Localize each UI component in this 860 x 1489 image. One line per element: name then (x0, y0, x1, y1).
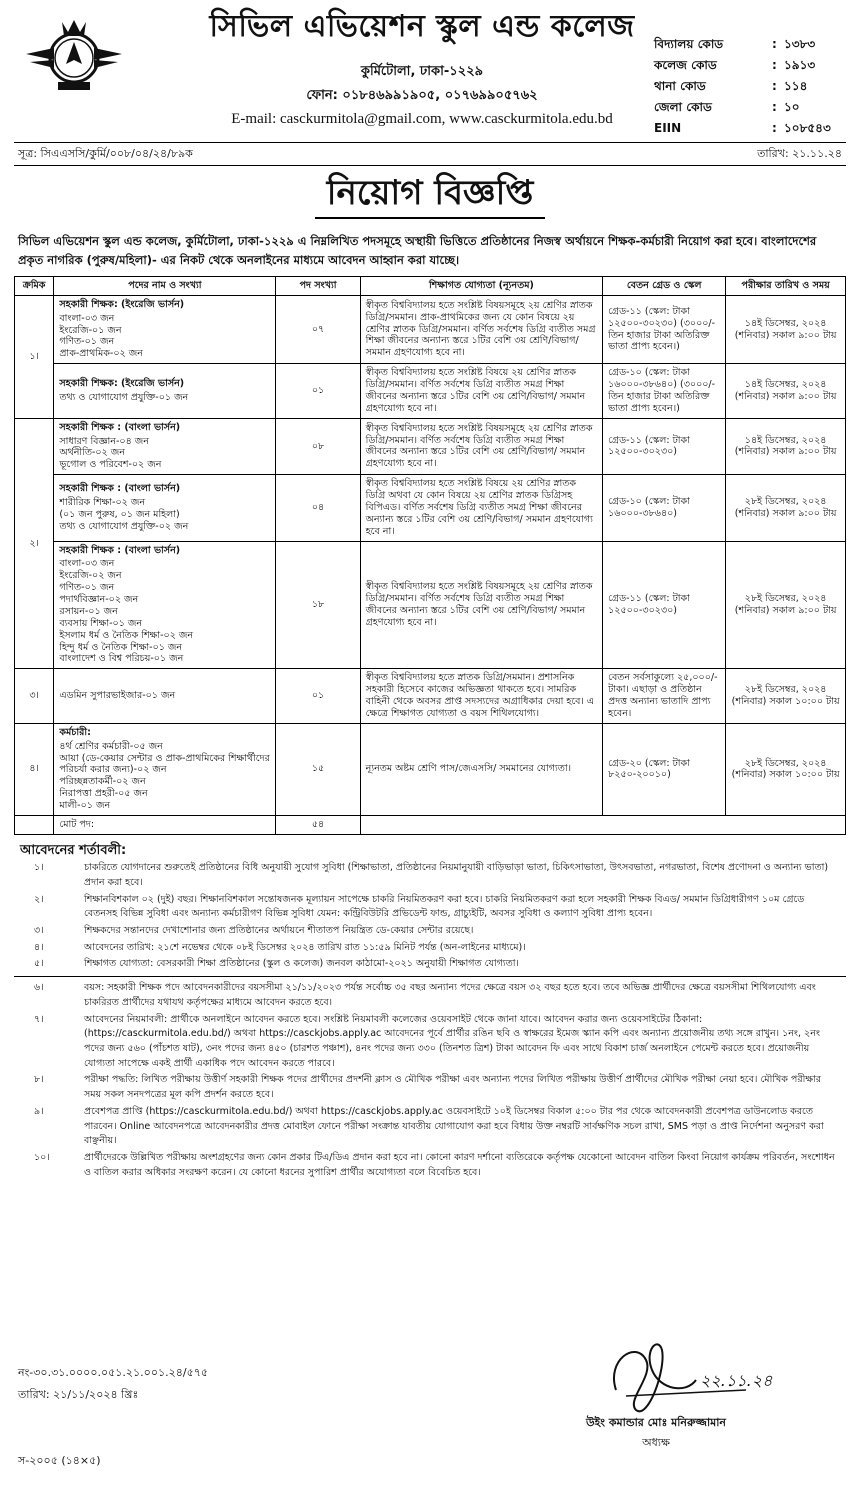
grade-cell: গ্রেড-২০ (স্কেল: টাকা ৮২৫০-২০০১০) (603, 723, 726, 815)
post-line: বাংলা-০৩ জন (59, 558, 115, 570)
col-header-qualification: শিক্ষাগত যোগ্যতা (ন্যূনতম) (360, 276, 602, 295)
grade-cell: গ্রেড-১১ (স্কেল: টাকা ১২৫০০-৩০২৩০) (603, 541, 726, 669)
condition-text: আবেদনের নিয়মাবলী: প্রার্থীকে অনলাইনে আবেদন করতে হবে। সংশ্লিষ্ট নিয়মাবলী কলেজের ওয়েবসাইট থেকে জানা যাবে। আবেদন করার জন্য ওয়েবসাইটের ঠিকানা: (https://casckurmitola.edu.bd/) অথবা https://casckjobs.apply.ac আবেদনের পূর্বে প্রার্থীর রঙিন ছবি ও স্বাক্ষরের ইমেজ স্ক্যান কপি এবং অন্যান্য প্রয়োজনীয় তথ্য সঙ্গে রাখুন। ১নং, ২নং পদের জন্য ৫৬০ (পাঁচশত ষাট), ৩নং পদের জন্য ৪৫০ (চারশত পঞ্চাশ), ৪নং পদের জন্য ৩৩০ (তিনশত ত্রিশ) টাকা আবেদন ফি এবং সাথে বিকাশ চার্জ অনলাইনে পেমেন্ট করতে হবে। প্রয়োজনীয় যোগ্যতা সাপেক্ষে একই প্রার্থী একাধিক পদে আবেদন করতে পারবে। (84, 1013, 820, 1069)
table-row (15, 418, 846, 475)
qualification-cell: স্বীকৃত বিশ্ববিদ্যালয় হতে সংশ্লিষ্ট বিষয়সমূহে ২য় শ্রেণির স্নাতক ডিগ্রি/সমমান। বর্ণিত সর্বশেষ ডিগ্রি ব্যতীত সমগ্র শিক্ষা জীবনের অন্যান্য স্তরে ১টির বেশি ৩য় শ্রেণি/বিভাগ/ সমমান গ্রহণযোগ্য হবে না। (360, 541, 602, 669)
serial-cell: ৪। (15, 723, 54, 815)
condition-number: ৫। (34, 958, 44, 970)
total-row (15, 815, 846, 834)
qualification-cell: স্বীকৃত বিশ্ববিদ্যালয় হতে সংশ্লিষ্ট বিষয়সমূহে ২য় শ্রেণির স্নাতক ডিগ্রি/সমমান। বর্ণিত সর্বশেষ ডিগ্রি ব্যতীত সমগ্র শিক্ষা জীবনের অন্যান্য স্তরে ১টির বেশি ৩য় শ্রেণি/বিভাগ/ সমমান গ্রহণযোগ্য হবে না। (360, 418, 602, 475)
post-line: ৪র্থ শ্রেণির কর্মচারী-০৫ জন (59, 740, 163, 752)
count-cell: ০৭ (276, 295, 360, 363)
signature-block (526, 1330, 786, 1489)
post-cell (54, 364, 276, 419)
post-line: মালী-০১ জন (59, 800, 111, 812)
condition-number: ৯। (34, 1105, 44, 1117)
code-label: থানা কোড (654, 79, 706, 93)
grade-cell: গ্রেড-১০ (স্কেল: টাকা ১৬০০০-৩৮৬৪০) (৩০০০/- তিন হাজার টাকা অতিরিক্ত ভাতা প্রাপ্য হবেন।) (603, 364, 726, 419)
condition-text: শিক্ষানবিশকাল ০২ (দুই) বছর। শিক্ষানবিশকাল সন্তোষজনক মূল্যায়ন সাপেক্ষে চাকরি নিয়মিতকরণ করা হবে। চাকরি নিয়মিতকরণ করা হলে সহকারী শিক্ষক বিএড/ সমমান ডিগ্রিধারীগণ ১০ম গ্রেডে বেতনসহ বিভিন্ন সুবিধা এবং অন্যান্য কর্মচারীগণ বিভিন্ন সুবিধা যেমন: কন্ট্রিবিউটরি প্রভিডেন্ট ফান্ড, গ্রাচ্যুইটি, অবসর সুবিধা ও কল্যাণ সুবিধা প্রাপ্য হবেন। (84, 893, 805, 920)
post-line: পরিচ্ছন্নতাকর্মী-০২ জন (59, 776, 146, 788)
condition-item (14, 1073, 846, 1102)
condition-item (14, 861, 846, 890)
qualification-cell: স্বীকৃত বিশ্ববিদ্যালয় হতে সংশ্লিষ্ট বিষয়ে ২য় শ্রেণির স্নাতক ডিগ্রি/সমমান। বর্ণিত সর্বশেষ ডিগ্রি ব্যতীত সমগ্র শিক্ষা জীবনের অন্যান্য স্তরে ১টির বেশি ৩য় শ্রেণি/বিভাগ/ সমমান গ্রহণযোগ্য হবে না। (360, 364, 602, 419)
post-line: পদার্থবিজ্ঞান-০২ জন (59, 594, 139, 606)
posts-table (14, 276, 846, 835)
condition-text: শিক্ষাগত যোগ্যতা: বেসরকারী শিক্ষা প্রতিষ্ঠানের (স্কুল ও কলেজ) জনবল কাঠামো-২০২১ অনুযায়ী শিক্ষাগত যোগ্যতা। (84, 958, 519, 970)
col-header-count: পদ সংখ্যা (276, 276, 360, 295)
table-row (15, 541, 846, 669)
post-line: শারীরিক শিক্ষা-০২ জন (59, 497, 146, 508)
post-title: সহকারী শিক্ষক : (বাংলা ভার্সন) (59, 483, 181, 495)
exam-date-cell: ২৮ই ডিসেম্বর, ২০২৪ (শনিবার) সকাল ১০:০০ টায় (726, 723, 846, 815)
post-line: ভূগোল ও পরিবেশ-০২ জন (59, 459, 162, 471)
conditions-title: আবেদনের শর্তাবলী: (20, 842, 127, 858)
grade-cell: গ্রেড-১০ (স্কেল: টাকা ১৬০০০-৩৮৬৪০) (603, 475, 726, 541)
print-reference: স-২০০৫ (১৪×৫) (18, 1454, 101, 1467)
code-value: ১৯১৩ (784, 58, 816, 72)
code-row: কলেজ কোড : ১৯১৩ (654, 55, 860, 76)
exam-date-cell: ১৪ই ডিসেম্বর, ২০২৪ (শনিবার) সকাল ৯:০০ টায় (726, 418, 846, 475)
serial-cell: ২। (15, 418, 54, 669)
condition-number: ৩। (34, 924, 44, 936)
condition-item (14, 1013, 846, 1072)
post-line: ব্যবসায় শিক্ষা-০১ জন (59, 617, 143, 629)
post-cell (54, 418, 276, 475)
count-cell: ১৫ (276, 723, 360, 815)
post-line: নিরাপত্তা প্রহরী-০৫ জন (59, 788, 148, 800)
post-cell (54, 475, 276, 541)
qualification-cell: ন্যূনতম অষ্টম শ্রেণি পাস/জেএসসি/ সমমানের যোগ্যতা। (360, 723, 602, 815)
footer (14, 1366, 846, 1486)
condition-number: ৬। (34, 982, 44, 994)
serial-cell: ৩। (15, 669, 54, 724)
issue-date: তারিখ: ২১.১১.২৪ (757, 147, 842, 161)
code-label: বিদ্যালয় কোড (654, 37, 724, 51)
table-row (15, 475, 846, 541)
post-cell (54, 295, 276, 363)
condition-item (14, 957, 846, 972)
qualification-cell: স্বীকৃত বিশ্ববিদ্যালয় হতে সংশ্লিষ্ট বিষয়সমূহে ২য় শ্রেণির স্নাতক ডিগ্রি/সমমান। প্রাক-প্রাথমিকের জন্য যে কোন বিষয়ে ২য় শ্রেণির স্নাতক ডিগ্রি/সমমান। বর্ণিত সর্বশেষ ডিগ্রি ব্যতীত সমগ্র শিক্ষা জীবনের অন্যান্য স্তরে ১টির বেশি ৩য় শ্রেণি/বিভাগ/ সমমান গ্রহণযোগ্য হবে না। (360, 295, 602, 363)
condition-item (14, 893, 846, 922)
notice-title: নিয়োগ বিজ্ঞপ্তি (315, 172, 546, 219)
condition-number: ৭। (34, 1013, 44, 1025)
qualification-cell: স্বীকৃত বিশ্ববিদ্যালয় হতে স্নাতক ডিগ্রি/সমমান। প্রশাসনিক সহকারী হিসেবে কাজের অভিজ্ঞতা থাকতে হবে। সামরিক বাহিনী থেকে অবসর প্রাপ্ত সদস্যদের অগ্রাধিকার দেয়া হবে। এ ক্ষেত্রে শিক্ষাগত যোগ্যতা ও বয়স শিথিলযোগ্য। (360, 669, 602, 724)
school-email: E-mail: casckurmitola@gmail.com, www.casckurmitola.edu.bd (231, 111, 613, 127)
post-line: তথ্য ও যোগাযোগ প্রযুক্তি-০২ জন (59, 520, 189, 532)
post-line: ইংরেজি-০২ জন (59, 570, 122, 582)
school-logo-icon (24, 14, 124, 104)
condition-item (14, 924, 846, 939)
count-cell: ০১ (276, 669, 360, 724)
post-title: সহকারী শিক্ষক : (বাংলা ভার্সন) (59, 421, 181, 433)
code-row: জেলা কোড : ১০ (654, 97, 860, 118)
post-line: অর্থনীতি-০২ জন (59, 447, 125, 459)
table-row (15, 295, 846, 363)
school-phone: ফোন: ০১৮৪৬৯৯১৯০৫, ০১৭৬৯৯০৫৭৬২ (306, 88, 538, 103)
exam-date-cell: ২৮ই ডিসেম্বর, ২০২৪ (শনিবার) সকাল ৯:০০ টায় (726, 475, 846, 541)
condition-text: প্রার্থীদেরকে উল্লিখিত পরীক্ষায় অংশগ্রহণের জন্য কোন প্রকার টিএ/ডিএ প্রদান করা হবে না। কোনো কারণ দর্শানো ব্যতিরেকে কর্তৃপক্ষ যেকোনো আবেদন বাতিল কিংবা নিয়োগ কার্যক্রম পরিবর্তন, সংশোধন ও বাতিল করার অধিকার সংরক্ষণ করেন। যে কোনো ধরনের সুপারিশ প্রার্থীর অযোগ্যতা বলে বিবেচিত হবে। (84, 1152, 835, 1178)
signatory-title: অধ্যক্ষ (642, 1436, 670, 1449)
condition-number: ২। (34, 893, 44, 905)
total-label: মোট পদ: (54, 815, 276, 834)
memo-date: তারিখ: ২১/১১/২০২৪ খ্রিঃ (18, 1388, 139, 1401)
condition-text: চাকরিতে যোগদানের শুরুতেই প্রতিষ্ঠানের বিধি অনুযায়ী সুযোগ সুবিধা (শিক্ষাভাতা, প্রতিষ্ঠানের নিয়মানুযায়ী বাড়িভাড়া ভাতা, চিকিৎসাভাতা, উৎসবভাতা, নগরভাতা, বিশেষ প্রণোদনা ও অন্যান্য ভাতা) প্রদান করা হবে। (84, 862, 829, 888)
post-cell (54, 723, 276, 815)
post-line: সাধারণ বিজ্ঞান-০৪ জন (59, 435, 149, 447)
post-title: সহকারী শিক্ষক: (ইংরেজি ভার্সন) (59, 378, 185, 390)
condition-number: ১০। (34, 1152, 50, 1163)
condition-number: ১। (34, 862, 44, 874)
condition-text: পরীক্ষা পদ্ধতি: লিখিত পরীক্ষায় উত্তীর্ণ সহকারী শিক্ষক পদের প্রার্থীদের প্রদর্শনী ক্লাস ও মৌখিক পরীক্ষা এবং অন্যান্য পদের লিখিত পরীক্ষায় উত্তীর্ণ প্রার্থীদের মৌখিক পরীক্ষা নেয়া হবে। মৌখিক পরীক্ষার সময় সকল সনদপত্রের মূল কপি প্রদর্শন করতে হবে। (84, 1074, 821, 1101)
condition-item (14, 1151, 846, 1180)
code-value: ১০৮৫৪৩ (784, 121, 831, 135)
col-header-exam-date: পরীক্ষার তারিখ ও সময় (726, 276, 846, 295)
qualification-cell: স্বীকৃত বিশ্ববিদ্যালয় হতে সংশ্লিষ্ট বিষয়ে ২য় শ্রেণির স্নাতক ডিগ্রি অথবা যে কোন বিষয়ে ২য় শ্রেণির স্নাতক ডিগ্রিসহ বিপিএড। বর্ণিত সর্বশেষ ডিগ্রি ব্যতীত সমগ্র শিক্ষা জীবনের অন্যান্য স্তরে ১টির বেশি ৩য় শ্রেণি/বিভাগ/ সমমান গ্রহণযোগ্য হবে না। (360, 475, 602, 541)
exam-date-cell: ২৮ই ডিসেম্বর, ২০২৪ (শনিবার) সকাল ১০:০০ টায় (726, 669, 846, 724)
reference-row (14, 142, 846, 166)
condition-number: ৪। (34, 941, 44, 953)
code-label: EIIN (654, 121, 682, 135)
post-line: গণিত-০১ জন (59, 582, 115, 594)
signatory-name: উইং কমান্ডার মোঃ মনিরুজ্জামান (585, 1416, 726, 1429)
code-row: বিদ্যালয় কোড : ১৩৮৩ (654, 34, 860, 55)
condition-text: বয়স: সহকারী শিক্ষক পদে আবেদনকারীদের বয়সসীমা ২১/১১/২০২৩ পর্যন্ত সর্বোচ্চ ৩৫ বছর অন্যান্য পদের ক্ষেত্রে বয়স ৩২ বছর হতে হবে। তবে অভিজ্ঞ প্রার্থীদের ক্ষেত্রে বয়সসীমা শিথিলযোগ্য এবং চাকরিরত প্রার্থীদের যথাযথ কর্তৃপক্ষের মাধ্যমে আবেদন করতে হবে। (84, 982, 816, 1008)
school-name: সিভিল এভিয়েশন স্কুল এন্ড কলেজ (209, 9, 635, 44)
post-cell (54, 669, 276, 724)
code-row: EIIN : ১০৮৫৪৩ (654, 118, 860, 139)
exam-date-cell: ১৪ই ডিসেম্বর, ২০২৪ (শনিবার) সকাল ৯:০০ টায় (726, 364, 846, 419)
condition-item (14, 941, 846, 956)
post-line: গণিত-০১ জন (59, 336, 115, 348)
code-row: থানা কোড : ১১৪ (654, 76, 860, 97)
condition-number: ৮। (34, 1074, 44, 1086)
condition-text: আবেদনের তারিখ: ২১শে নভেম্বর থেকে ০৮ই ডিসেম্বর ২০২৪ তারিখ রাত ১১:৫৯ মিনিট পর্যন্ত (অন-লাইনের মাধ্যমে)। (84, 941, 526, 953)
post-cell (54, 541, 276, 669)
post-line: রসায়ন-০১ জন (59, 605, 118, 617)
total-value: ৫৪ (276, 815, 360, 834)
post-line: তথ্য ও যোগাযোগ প্রযুক্তি-০১ জন (59, 391, 189, 403)
post-line: আয়া (ডে-কেয়ার সেন্টার ও প্রাক-প্রাথমিকের শিক্ষার্থীদের পরিচর্যা করার জন্য)-০২ জন (59, 752, 270, 776)
title-wrap (14, 172, 846, 228)
memo-number: নং-৩০.৩১.০০০০.০৫১.২১.০০১.২৪/৫৭৫ (18, 1366, 209, 1379)
post-line: ইসলাম ধর্ম ও নৈতিক শিক্ষা-০২ জন (59, 629, 194, 641)
serial-cell: ১। (15, 295, 54, 418)
table-row (15, 669, 846, 724)
post-line: বাংলা-০৩ জন (59, 312, 115, 324)
code-label: জেলা কোড (654, 100, 712, 114)
code-value: ১৩৮৩ (784, 37, 816, 51)
post-title: কর্মচারী: (59, 726, 91, 738)
count-cell: ০১ (276, 364, 360, 419)
exam-date-cell: ১৪ই ডিসেম্বর, ২০২৪ (শনিবার) সকাল ৯:০০ টায় (726, 295, 846, 363)
code-value: ১০ (784, 100, 800, 114)
exam-date-cell: ২৮ই ডিসেম্বর, ২০২৪ (শনিবার) সকাল ৯:০০ টায় (726, 541, 846, 669)
count-cell: ০৮ (276, 418, 360, 475)
condition-text: প্রবেশপত্র প্রাপ্তি (https://casckurmitola.edu.bd/) অথবা https://casckjobs.apply.ac ওয়েবসাইটে ১০ই ডিসেম্বর বিকাল ৫:০০ টার পর থেকে আবেদনকারী প্রবেশপত্র ডাউনলোড করতে পারবেন। Online আবেদনপত্রে আবেদনকারীর প্রদত্ত মোবাইল ফোনে পরীক্ষা সংক্রান্ত যাবতীয় যোগাযোগ করা হবে বিধায় উক্ত নম্বরটি সার্বক্ষণিক সচল রাখা, SMS পড়া ও প্রাপ্ত নির্দেশনা অনুসরণ করা বাঞ্ছনীয়। (84, 1105, 824, 1147)
letterhead (14, 0, 846, 140)
grade-cell: বেতন সর্বসাকুল্যে ২৫,০০০/- টাকা। এছাড়া ও প্রতিষ্ঠান প্রদত্ত অন্যান্য ভাতাদি প্রাপ্য হবেন। (603, 669, 726, 724)
intro-paragraph: সিভিল এভিয়েশন স্কুল এন্ড কলেজ, কুর্মিটোলা, ঢাকা-১২২৯ এ নিম্নলিখিত পদসমূহে অস্থায়ী ভিত্তিতে প্রতিষ্ঠানের নিজস্ব অর্থায়নে শিক্ষক-কর্মচারী নিয়োগ করা হবে। বাংলাদেশের প্রকৃত নাগরিক (পুরুষ/মহিলা)- এর নিকট থেকে অনলাইনের মাধ্যমে আবেদন আহ্বান করা যাচ্ছে। (18, 234, 817, 267)
table-row (15, 364, 846, 419)
table-header-row (15, 276, 846, 295)
post-line: প্রাক-প্রাথমিক-০২ জন (59, 348, 143, 360)
post-line: বাংলাদেশ ও বিশ্ব পরিচয়-০১ জন (59, 653, 184, 665)
condition-item (14, 976, 846, 1010)
signature-icon (596, 1330, 776, 1420)
post-line: (০১ জন পুরুষ, ০১ জন মহিলা) (59, 508, 180, 520)
count-cell: ০৪ (276, 475, 360, 541)
institution-codes (654, 34, 860, 139)
count-cell: ১৮ (276, 541, 360, 669)
post-line: হিন্দু ধর্ম ও নৈতিক শিক্ষা-০১ জন (59, 641, 183, 653)
grade-cell: গ্রেড-১১ (স্কেল: টাকা ১২৫০০-৩০২৩০) (৩০০০/- তিন হাজার টাকা অতিরিক্ত ভাতা প্রাপ্য হবেন।) (603, 295, 726, 363)
col-header-serial: ক্রমিক (15, 276, 54, 295)
post-title: সহকারী শিক্ষক : (বাংলা ভার্সন) (59, 544, 181, 556)
signature-date: ২২.১১.২৪ (700, 1371, 773, 1390)
condition-text: শিক্ষকদের সন্তানদের দেখাশোনার জন্য প্রতিষ্ঠানের অর্থায়নে শীতাতপ নিয়ন্ত্রিত ডে-কেয়ার সেন্টার রয়েছে। (84, 924, 474, 936)
post-line: ইংরেজি-০১ জন (59, 324, 122, 336)
col-header-grade: বেতন গ্রেড ও স্কেল (603, 276, 726, 295)
reference-number: সূত্র: সিএএসসি/কুর্মি/০০৮/০৪/২৪/৮৯ক (18, 147, 193, 161)
condition-item (14, 1105, 846, 1149)
post-line: এডমিন সুপারভাইজার-০১ জন (59, 690, 176, 702)
school-address: কুর্মিটোলা, ঢাকা-১২২৯ (360, 64, 484, 79)
table-row (15, 723, 846, 815)
grade-cell: গ্রেড-১১ (স্কেল: টাকা ১২৫০০-৩০২৩০) (603, 418, 726, 475)
post-title: সহকারী শিক্ষক: (ইংরেজি ভার্সন) (59, 298, 185, 310)
code-label: কলেজ কোড (654, 58, 717, 72)
col-header-post: পদের নাম ও সংখ্যা (54, 276, 276, 295)
code-value: ১১৪ (784, 79, 808, 93)
